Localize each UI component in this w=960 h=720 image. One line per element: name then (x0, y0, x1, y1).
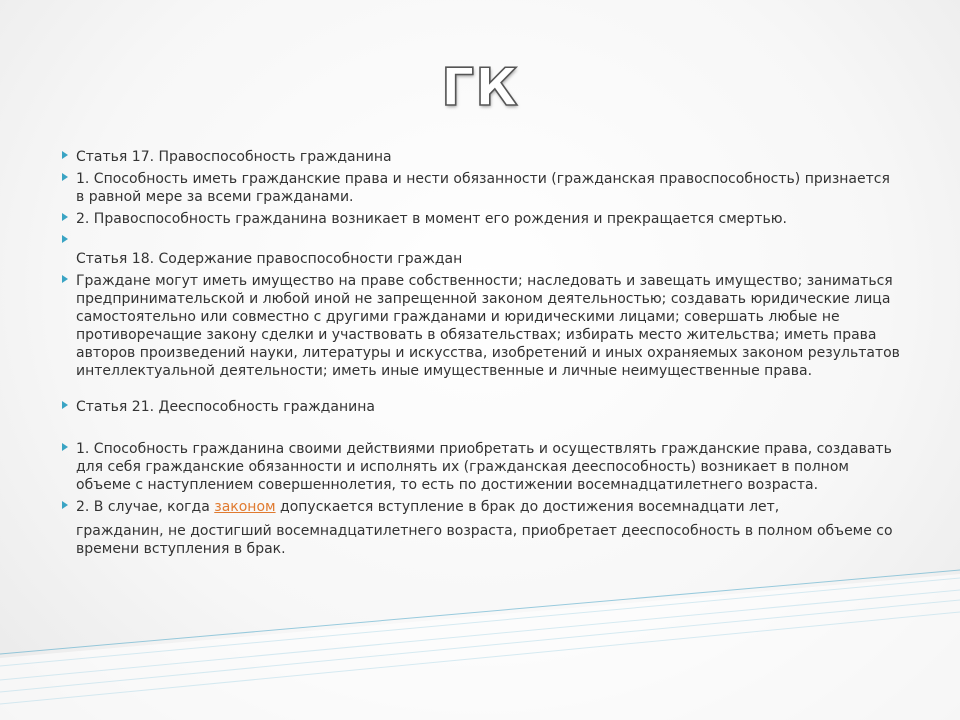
list-item (60, 210, 900, 228)
article-17-para-2: 2. Правоспособность гражданина возникает в момент его рождения и прекращается смертью. (76, 211, 787, 227)
list-item (60, 148, 900, 166)
article-21-para-2-continuation: гражданин, не достигший восемнадцатилетнего возраста, приобретает дееспособность в полном объеме со времени вступления в брак. (76, 523, 893, 557)
slide-title: ГК (441, 58, 519, 118)
law-link[interactable]: законом (214, 499, 276, 515)
list-item (60, 272, 900, 380)
slide-body (60, 148, 900, 558)
list-item (60, 440, 900, 494)
bullet-arrow-icon (62, 501, 68, 509)
article-21-para-2-end: допускается вступление в брак до достижения восемнадцати лет, (275, 499, 780, 515)
article-18-heading: Статья 18. Содержание правоспособности граждан (76, 251, 463, 267)
article-17-para-1: 1. Способность иметь гражданские права и нести обязанности (гражданская правоспособность) признается в равной мере за всеми гражданами. (76, 171, 890, 205)
bullet-arrow-icon (62, 151, 68, 159)
bullet-arrow-icon (62, 213, 68, 221)
bullet-arrow-icon (62, 235, 68, 243)
list-item (60, 170, 900, 206)
article-21-para-1: 1. Способность гражданина своими действиями приобретать и осуществлять гражданские права, создавать для себя гражданские обязанности и исполнять их (гражданская дееспособность) возникает в полном объеме с наступлением совершеннолетия, то есть по достижении восемнадцатилетнего возраста. (76, 441, 892, 493)
list-item (60, 398, 900, 416)
bullet-arrow-icon (62, 443, 68, 451)
empty-list-item (60, 232, 900, 250)
article-17-heading: Статья 17. Правоспособность гражданина (76, 149, 392, 165)
bullet-arrow-icon (62, 173, 68, 181)
bullet-arrow-icon (62, 275, 68, 283)
article-18-body: Граждане могут иметь имущество на праве собственности; наследовать и завещать имущество; заниматься предпринимательской и любой иной не запрещенной законом деятельностью; создавать юридические лица самостоятельно или совместно с другими гражданами и юридическими лицами; совершать любые не противоречащие закону сделки и участвовать в обязательствах; избирать место жительства; иметь права авторов произведений науки, литературы и искусства, изобретений и иных охраняемых законом результатов интеллектуальной деятельности; иметь иные имущественные и личные неимущественные права. (76, 273, 900, 379)
article-21-heading: Статья 21. Дееспособность гражданина (76, 399, 375, 415)
bullet-arrow-icon (62, 401, 68, 409)
article-21-para-2-start: 2. В случае, когда (76, 499, 215, 515)
list-item (60, 498, 900, 516)
